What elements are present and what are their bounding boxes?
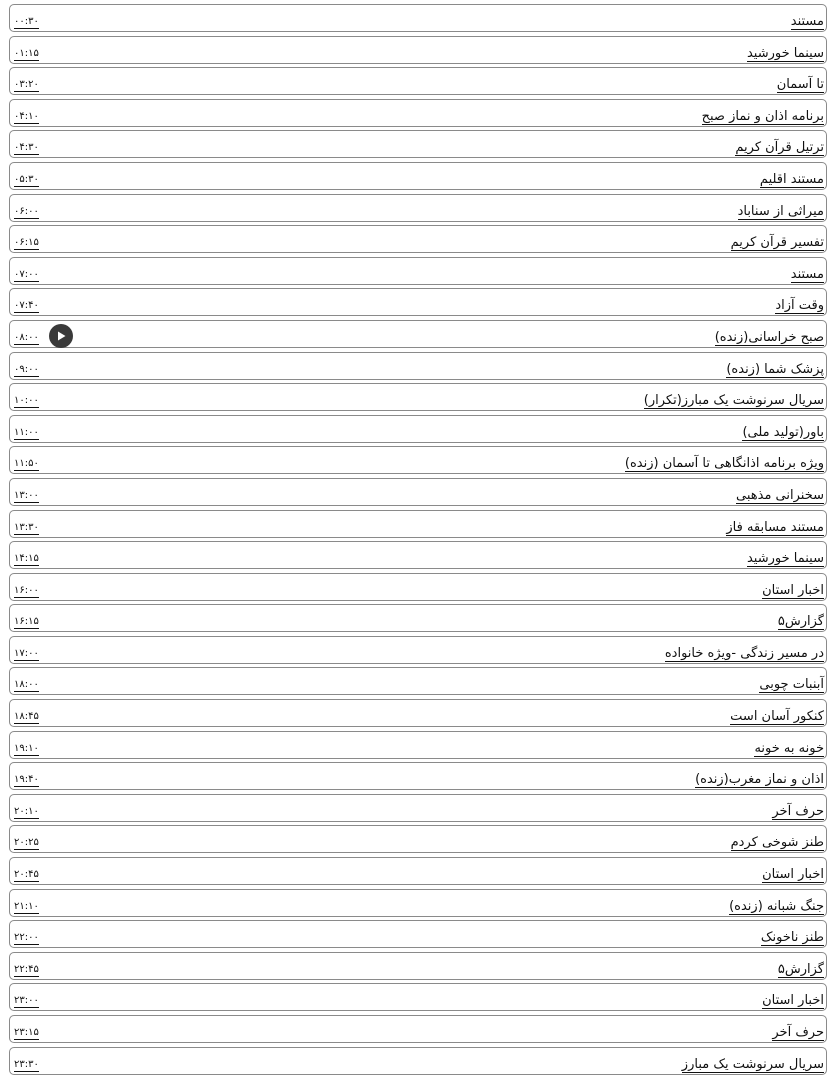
program-time: ۰۳:۲۰ (14, 79, 39, 91)
live-play-button[interactable] (49, 324, 73, 348)
schedule-row[interactable] (9, 889, 827, 917)
program-title[interactable]: تا آسمان (776, 77, 824, 93)
schedule-row[interactable] (9, 699, 827, 727)
schedule-row[interactable] (9, 320, 827, 348)
schedule-row[interactable] (9, 731, 827, 759)
program-title[interactable]: مستند مسابقه فاز (726, 519, 824, 535)
program-time: ۱۸:۰۰ (14, 679, 39, 691)
program-title[interactable]: ویژه برنامه اذانگاهی تا آسمان (زنده) (624, 456, 824, 472)
program-time: ۲۲:۴۵ (14, 963, 39, 975)
program-time: ۱۳:۰۰ (14, 489, 39, 501)
program-title[interactable]: گزارش۵ (777, 961, 824, 977)
program-time: ۱۹:۴۰ (14, 774, 39, 786)
schedule-row[interactable] (9, 952, 827, 980)
schedule-row[interactable] (9, 1015, 827, 1043)
program-time: ۱۹:۱۰ (14, 742, 39, 754)
schedule-row[interactable] (9, 762, 827, 790)
program-title[interactable]: باور(تولید ملی) (742, 424, 824, 440)
program-title[interactable]: آبنبات چوبی (759, 677, 824, 693)
program-title[interactable]: جنگ شبانه (زنده) (729, 898, 824, 914)
schedule-row[interactable] (9, 667, 827, 695)
schedule-row[interactable] (9, 415, 827, 443)
program-time: ۰۶:۰۰ (14, 205, 39, 217)
program-time: ۲۳:۱۵ (14, 1027, 39, 1038)
schedule-row[interactable] (9, 825, 827, 853)
program-time: ۲۰:۱۰ (14, 805, 39, 817)
schedule-row[interactable] (9, 383, 827, 411)
program-title[interactable]: برنامه اذان و نماز صبح (701, 108, 824, 124)
schedule-row[interactable] (9, 636, 827, 664)
program-time: ۲۰:۴۵ (14, 869, 39, 881)
schedule-row[interactable] (9, 794, 827, 822)
program-title[interactable]: وقت آزاد (775, 298, 824, 314)
program-time: ۱۱:۵۰ (14, 458, 39, 470)
program-title[interactable]: میراثی از سناباد (737, 203, 824, 219)
program-time: ۱۶:۱۵ (14, 616, 39, 628)
schedule-row[interactable] (9, 1047, 827, 1075)
program-time: ۰۵:۳۰ (14, 173, 39, 185)
program-time: ۲۳:۳۰ (14, 1058, 39, 1070)
program-title[interactable]: طنز ناخونک (760, 930, 824, 946)
program-title[interactable]: در مسیر زندگی -ویژه خانواده (664, 645, 824, 661)
program-title[interactable]: اذان و نماز مغرب(زنده) (695, 772, 824, 788)
program-time: ۰۷:۰۰ (14, 268, 39, 280)
program-title[interactable]: خونه به خونه (754, 740, 824, 756)
schedule-row[interactable] (9, 288, 827, 316)
program-title[interactable]: سینما خورشید (746, 551, 824, 567)
program-title[interactable]: طنز شوخی کردم (730, 835, 824, 851)
program-time: ۱۱:۰۰ (14, 426, 39, 438)
schedule-row[interactable] (9, 162, 827, 190)
program-time: ۱۳:۳۰ (14, 521, 39, 533)
program-time: ۰۶:۱۵ (14, 237, 39, 249)
schedule-row[interactable] (9, 257, 827, 285)
program-time: ۱۶:۰۰ (14, 584, 39, 596)
program-time: ۱۸:۴۵ (14, 711, 39, 723)
program-time: ۰۹:۰۰ (14, 363, 39, 375)
program-title[interactable]: ترتیل قرآن کریم (735, 140, 824, 156)
schedule-row[interactable] (9, 99, 827, 127)
program-time: ۲۱:۱۰ (14, 900, 39, 912)
program-title[interactable]: اخبار استان (762, 582, 824, 598)
program-time: ۰۸:۰۰ (14, 331, 39, 343)
program-time: ۲۳:۰۰ (14, 995, 39, 1007)
schedule-row[interactable] (9, 130, 827, 158)
program-time: ۰۷:۴۰ (14, 300, 39, 312)
program-title[interactable]: سینما خورشید (746, 45, 824, 61)
program-title[interactable]: مستند (790, 266, 824, 282)
schedule-row[interactable] (9, 4, 827, 32)
program-time: ۲۲:۰۰ (14, 932, 39, 944)
program-title[interactable]: کنکور آسان است (730, 709, 824, 725)
schedule-row[interactable] (9, 352, 827, 380)
program-title[interactable]: مستند اقلیم (759, 171, 824, 187)
program-title[interactable]: اخبار استان (762, 867, 824, 883)
schedule-row[interactable] (9, 541, 827, 569)
program-title[interactable]: تفسیر قرآن کریم (730, 235, 824, 251)
program-title[interactable]: گزارش۵ (777, 614, 824, 630)
program-title[interactable]: صبح خراسانی(زنده) (714, 329, 824, 345)
schedule-row[interactable] (9, 225, 827, 253)
play-icon (55, 330, 67, 342)
schedule-row[interactable] (9, 573, 827, 601)
schedule-list (9, 4, 827, 1078)
schedule-row[interactable] (9, 857, 827, 885)
program-time: ۰۴:۱۰ (14, 110, 39, 122)
schedule-row[interactable] (9, 446, 827, 474)
schedule-row[interactable] (9, 983, 827, 1011)
program-time: ۰۱:۱۵ (14, 47, 39, 59)
schedule-row[interactable] (9, 510, 827, 538)
program-title[interactable]: حرف آخر (772, 1025, 824, 1040)
program-title[interactable]: پزشک شما (زنده) (726, 361, 824, 377)
program-title[interactable]: مستند (790, 14, 824, 29)
schedule-row[interactable] (9, 194, 827, 222)
program-title[interactable]: اخبار استان (762, 993, 824, 1009)
schedule-row[interactable] (9, 67, 827, 95)
program-time: ۱۴:۱۵ (14, 553, 39, 565)
program-time: ۱۷:۰۰ (14, 647, 39, 659)
program-time: ۰۰:۳۰ (14, 16, 39, 27)
schedule-row[interactable] (9, 920, 827, 948)
program-time: ۰۴:۳۰ (14, 142, 39, 154)
program-time: ۲۰:۲۵ (14, 837, 39, 849)
program-title[interactable]: سریال سرنوشت یک مبارز(تکرار) (643, 393, 824, 409)
schedule-row[interactable] (9, 36, 827, 64)
schedule-row[interactable] (9, 478, 827, 506)
program-title[interactable]: سخنرانی مذهبی (736, 487, 824, 503)
schedule-row[interactable] (9, 604, 827, 632)
program-title[interactable]: حرف آخر (772, 803, 824, 819)
program-title[interactable]: سریال سرنوشت یک مبارز (681, 1056, 824, 1072)
program-time: ۱۰:۰۰ (14, 395, 39, 407)
